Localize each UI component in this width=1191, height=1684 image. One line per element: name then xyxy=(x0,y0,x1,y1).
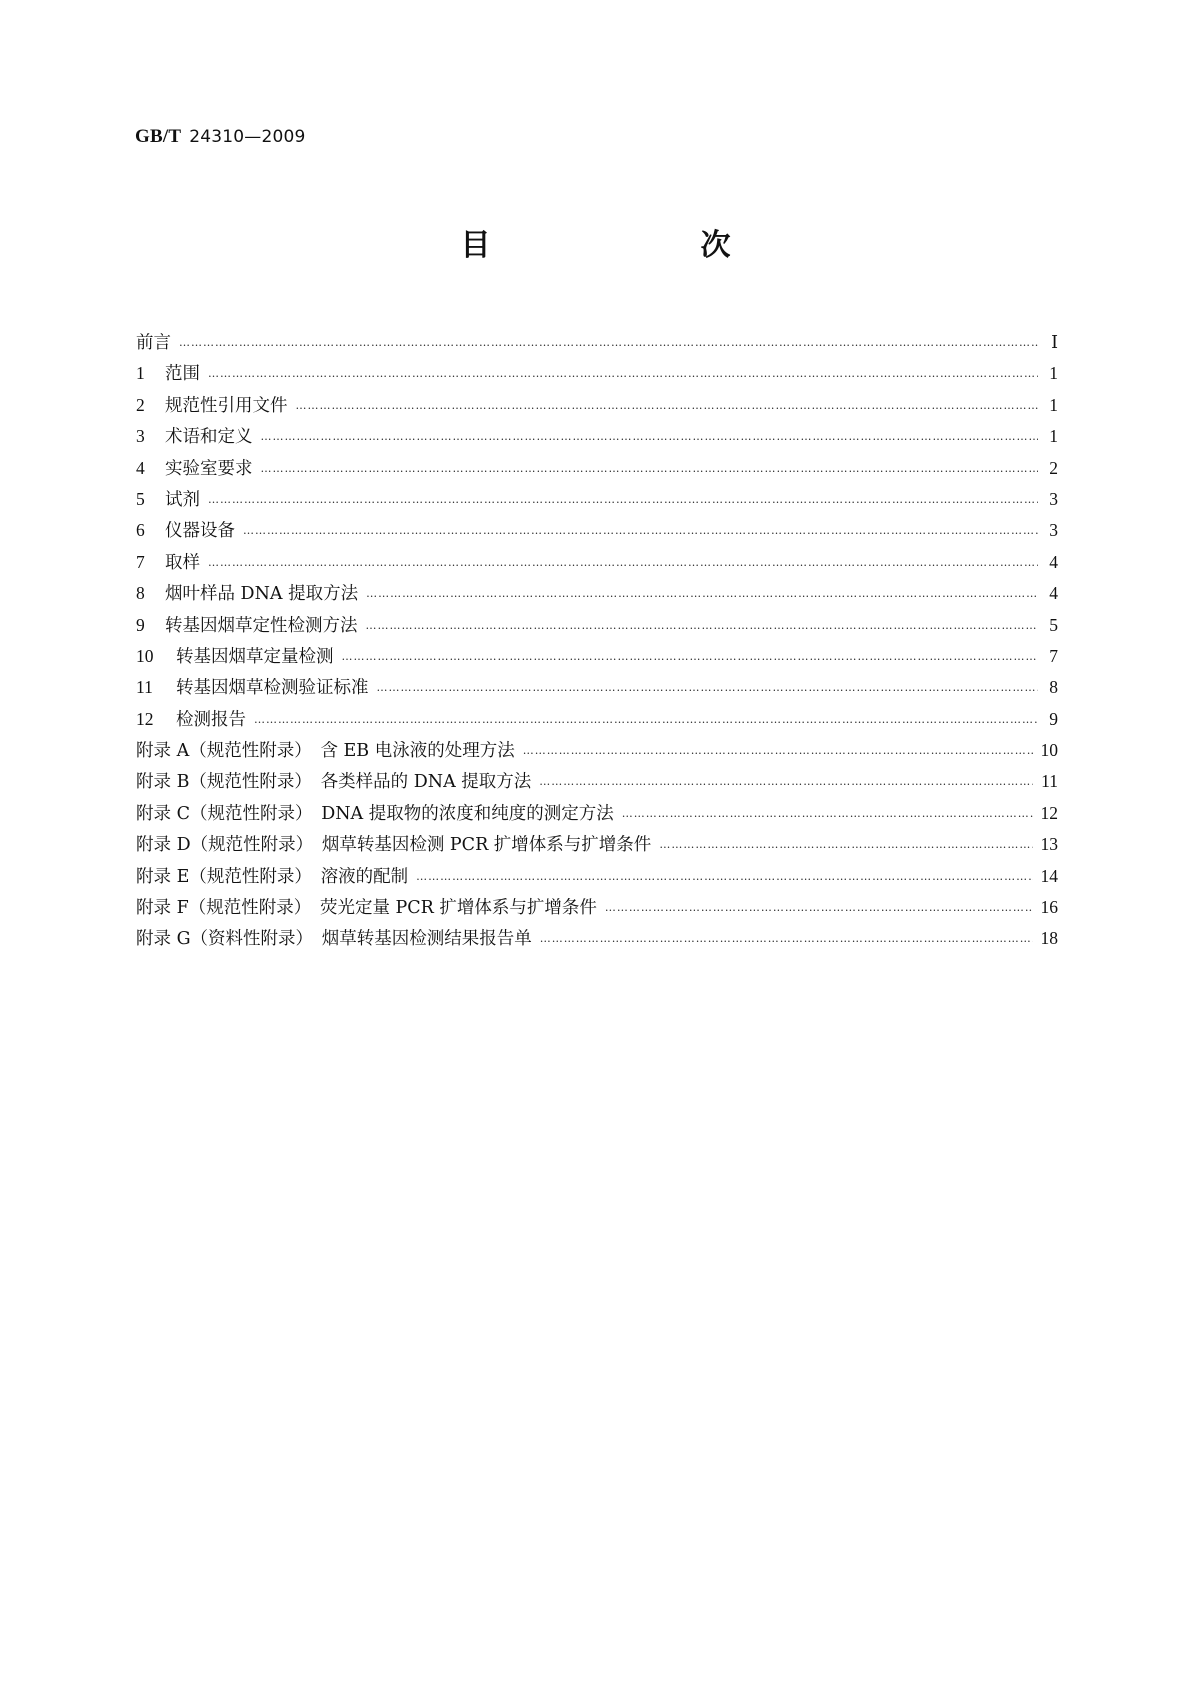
toc-entry-page: 14 xyxy=(1040,865,1058,886)
toc-entry-page: 18 xyxy=(1040,928,1058,949)
toc-leader-dots xyxy=(539,766,1033,797)
toc-leader-dots xyxy=(605,892,1033,923)
toc-leader-dots xyxy=(659,829,1032,860)
toc-leader-dots xyxy=(208,484,1038,515)
toc-entry-appendix-f[interactable] xyxy=(136,892,1058,923)
toc-entry-appendix-g[interactable] xyxy=(136,923,1058,954)
toc-entry-label: 规范性引用文件 xyxy=(165,395,288,416)
toc-entry-page: 4 xyxy=(1049,583,1058,604)
toc-entry-number: 4 xyxy=(136,457,145,478)
toc-entry-section-2[interactable] xyxy=(136,390,1058,421)
toc-entry-label: 取样 xyxy=(165,552,200,573)
table-of-contents xyxy=(136,327,1058,955)
toc-entry-section-4[interactable] xyxy=(136,453,1058,484)
toc-entry-page: 10 xyxy=(1040,740,1058,761)
toc-entry-number: 10 xyxy=(136,645,154,666)
toc-entry-page: Ⅰ xyxy=(1051,332,1058,352)
toc-entry-section-11[interactable] xyxy=(136,672,1058,703)
toc-entry-section-6[interactable] xyxy=(136,515,1058,546)
toc-entry-section-5[interactable] xyxy=(136,484,1058,515)
toc-entry-number: 8 xyxy=(136,583,145,604)
toc-leader-dots xyxy=(243,515,1038,546)
toc-leader-dots xyxy=(377,672,1039,703)
toc-leader-dots xyxy=(523,735,1033,766)
toc-leader-dots xyxy=(366,578,1038,609)
toc-entry-label: 仪器设备 xyxy=(165,521,235,542)
toc-entry-number: 5 xyxy=(136,488,145,509)
toc-entry-label: 附录 E（规范性附录） 溶液的配制 xyxy=(136,866,409,887)
toc-entry-label: 附录 D（规范性附录） 烟草转基因检测 PCR 扩增体系与扩增条件 xyxy=(136,835,652,856)
toc-entry-label: 附录 F（规范性附录） 荧光定量 PCR 扩增体系与扩增条件 xyxy=(136,898,597,919)
toc-entry-section-10[interactable] xyxy=(136,641,1058,672)
toc-entry-number: 1 xyxy=(136,363,145,384)
toc-leader-dots xyxy=(416,861,1032,892)
toc-title: 目 次 xyxy=(460,228,781,263)
toc-entry-label: 转基因烟草定性检测方法 xyxy=(165,615,358,636)
toc-entry-label: 术语和定义 xyxy=(165,427,253,448)
toc-entry-section-3[interactable] xyxy=(136,421,1058,452)
toc-entry-section-9[interactable] xyxy=(136,610,1058,641)
toc-entry-appendix-b[interactable] xyxy=(136,766,1058,797)
toc-entry-label: 范围 xyxy=(165,364,200,385)
toc-leader-dots xyxy=(261,453,1039,484)
toc-entry-section-7[interactable] xyxy=(136,547,1058,578)
toc-entry-page: 9 xyxy=(1049,708,1058,729)
toc-entry-label: 附录 G（资料性附录） 烟草转基因检测结果报告单 xyxy=(136,929,532,950)
toc-entry-number: 11 xyxy=(136,677,153,698)
toc-entry-section-12[interactable] xyxy=(136,704,1058,735)
toc-leader-dots xyxy=(261,421,1039,452)
toc-leader-dots xyxy=(208,358,1038,389)
toc-entry-page: 7 xyxy=(1049,645,1058,666)
toc-entry-number: 6 xyxy=(136,520,145,541)
toc-entry-label: 前言 xyxy=(136,333,171,353)
toc-entry-appendix-d[interactable] xyxy=(136,829,1058,860)
toc-entry-label: 附录 B（规范性附录） 各类样品的 DNA 提取方法 xyxy=(136,772,532,793)
toc-entry-section-1[interactable] xyxy=(136,358,1058,389)
toc-entry-number: 9 xyxy=(136,614,145,635)
toc-leader-dots xyxy=(179,327,1038,358)
toc-entry-page: 2 xyxy=(1049,457,1058,478)
toc-entry-label: 附录 A（规范性附录） 含 EB 电泳液的处理方法 xyxy=(136,741,515,762)
toc-entry-page: 12 xyxy=(1040,802,1058,823)
standard-year: 24310—2009 xyxy=(189,127,306,147)
toc-entry-page: 1 xyxy=(1049,426,1058,447)
toc-entry-label: 转基因烟草定量检测 xyxy=(176,646,334,667)
toc-entry-label: 烟叶样品 DNA 提取方法 xyxy=(165,584,359,605)
toc-leader-dots xyxy=(366,610,1039,641)
toc-entry-appendix-c[interactable] xyxy=(136,798,1058,829)
toc-entry-appendix-e[interactable] xyxy=(136,861,1058,892)
toc-entry-section-8[interactable] xyxy=(136,578,1058,609)
toc-entry-label: 试剂 xyxy=(165,489,200,510)
toc-entry-appendix-a[interactable] xyxy=(136,735,1058,766)
toc-leader-dots xyxy=(208,547,1038,578)
toc-entry-label: 转基因烟草检测验证标准 xyxy=(176,678,369,699)
toc-entry-page: 16 xyxy=(1040,897,1058,918)
toc-entry-page: 1 xyxy=(1049,363,1058,384)
toc-entry-page: 4 xyxy=(1049,551,1058,572)
toc-entry-number: 7 xyxy=(136,551,145,572)
toc-leader-dots xyxy=(540,923,1033,954)
toc-entry-number: 3 xyxy=(136,426,145,447)
toc-entry-page: 3 xyxy=(1049,520,1058,541)
standard-number xyxy=(135,126,306,148)
toc-entry-page: 8 xyxy=(1049,677,1058,698)
toc-entry-page: 5 xyxy=(1049,614,1058,635)
toc-entry-page: 11 xyxy=(1041,771,1058,792)
toc-entry-number: 12 xyxy=(136,708,154,729)
toc-entry-page: 13 xyxy=(1040,834,1058,855)
toc-entry-page: 3 xyxy=(1049,488,1058,509)
toc-entry-number: 2 xyxy=(136,394,145,415)
toc-entry-label: 实验室要求 xyxy=(165,458,253,479)
toc-entry-page: 1 xyxy=(1049,394,1058,415)
toc-entry-label: 检测报告 xyxy=(176,709,246,730)
toc-leader-dots xyxy=(622,798,1033,829)
toc-leader-dots xyxy=(342,641,1039,672)
toc-leader-dots xyxy=(296,390,1039,421)
toc-leader-dots xyxy=(254,704,1038,735)
toc-entry-foreword[interactable] xyxy=(136,327,1058,358)
standard-code: GB/T xyxy=(135,126,182,147)
toc-entry-label: 附录 C（规范性附录） DNA 提取物的浓度和纯度的测定方法 xyxy=(136,803,614,824)
